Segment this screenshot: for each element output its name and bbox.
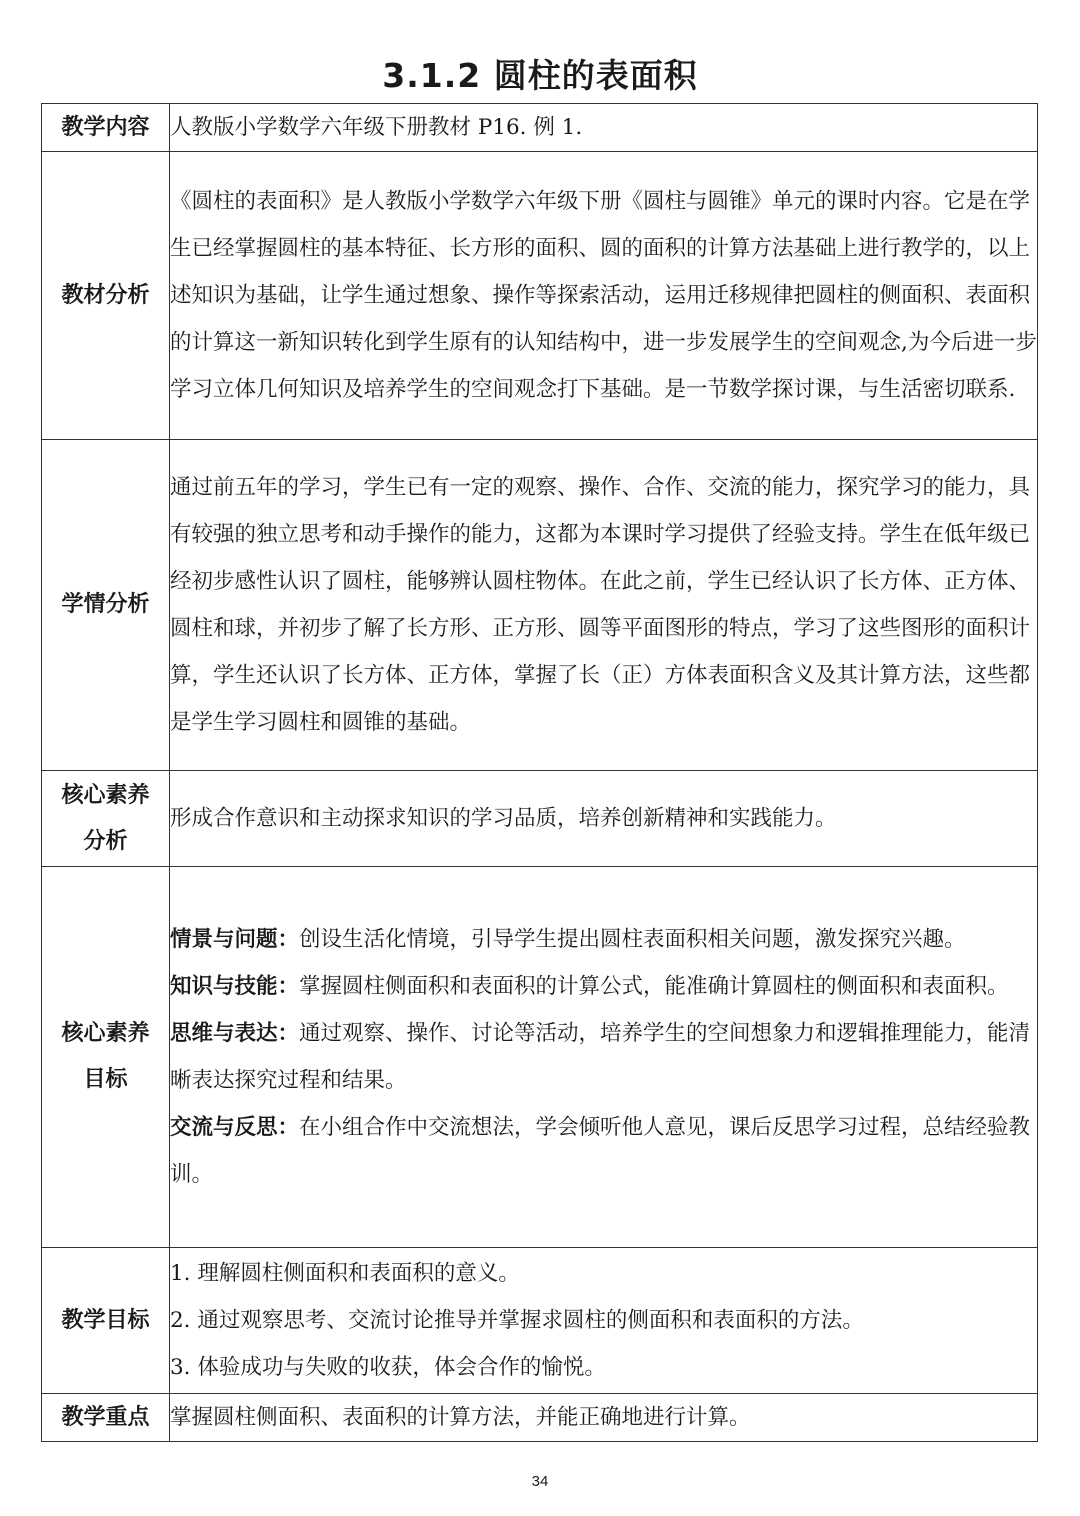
row-label-literacy-goals: 核心素养目标 (42, 867, 170, 1248)
lesson-plan-table (41, 103, 1038, 1442)
goal-text: 掌握圆柱侧面积和表面积的计算公式，能准确计算圆柱的侧面积和表面积。 (299, 974, 1009, 999)
row-literacy-goals (170, 867, 1038, 1248)
goal-item (170, 916, 1037, 963)
row-label-students: 学情分析 (42, 440, 170, 771)
row-text-key-point: 掌握圆柱侧面积、表面积的计算方法，并能正确地进行计算。 (170, 1394, 1038, 1442)
table-row (42, 152, 1038, 440)
goal-heading: 交流与反思： (170, 1115, 300, 1140)
table-row (42, 1394, 1038, 1442)
goal-text: 创设生活化情境，引导学生提出圆柱表面积相关问题，激发探究兴趣。 (299, 927, 966, 952)
row-label-literacy-analysis: 核心素养分析 (42, 771, 170, 867)
table-row (42, 771, 1038, 867)
row-text-students: 通过前五年的学习，学生已有一定的观察、操作、合作、交流的能力，探究学习的能力，具有较强的独立思考和动手操作的能力，这都为本课时学习提供了经验支持。学生在低年级已经初步感性认识了圆柱，能够辨认圆柱物体。在此之前，学生已经认识了长方体、正方体、圆柱和球，并初步了解了长方形、正方形、圆等平面图形的特点，学习了这些图形的面积计算，学生还认识了长方体、正方体，掌握了长（正）方体表面积含义及其计算方法，这些都是学生学习圆柱和圆锥的基础。 (170, 440, 1038, 771)
teaching-goal-item: 2. 通过观察思考、交流讨论推导并掌握求圆柱的侧面积和表面积的方法。 (170, 1308, 864, 1333)
table-row (42, 1248, 1038, 1394)
goal-item (170, 963, 1037, 1010)
row-label-key-point: 教学重点 (42, 1394, 170, 1442)
row-text-literacy-analysis: 形成合作意识和主动探求知识的学习品质，培养创新精神和实践能力。 (170, 771, 1038, 867)
row-label-material: 教材分析 (42, 152, 170, 440)
goal-item (170, 1010, 1037, 1104)
goal-text: 在小组合作中交流想法，学会倾听他人意见，课后反思学习过程，总结经验教训。 (170, 1115, 1031, 1187)
page-title: 3.1.2 圆柱的表面积 (382, 56, 698, 95)
goal-heading: 知识与技能： (170, 974, 300, 999)
page-number: 34 (531, 1473, 549, 1490)
row-label-content: 教学内容 (42, 104, 170, 152)
table-row (42, 104, 1038, 152)
row-label-teaching-goals: 教学目标 (42, 1248, 170, 1394)
table-row (42, 867, 1038, 1248)
row-text-material: 《圆柱的表面积》是人教版小学数学六年级下册《圆柱与圆锥》单元的课时内容。它是在学生已经掌握圆柱的基本特征、长方形的面积、圆的面积的计算方法基础上进行教学的，以上述知识为基础，让学生通过想象、操作等探索活动，运用迁移规律把圆柱的侧面积、表面积的计算这一新知识转化到学生原有的认知结构中，进一步发展学生的空间观念,为今后进一步学习立体几何知识及培养学生的空间观念打下基础。是一节数学探讨课，与生活密切联系. (170, 152, 1038, 440)
table-row (42, 440, 1038, 771)
goal-heading: 思维与表达： (170, 1021, 300, 1046)
goal-item (170, 1104, 1037, 1198)
row-teaching-goals (170, 1248, 1038, 1394)
teaching-goal-item: 1. 理解圆柱侧面积和表面积的意义。 (170, 1261, 520, 1286)
teaching-goal-item: 3. 体验成功与失败的收获，体会合作的愉悦。 (170, 1355, 606, 1380)
goal-heading: 情景与问题： (170, 927, 300, 952)
goal-text: 通过观察、操作、讨论等活动，培养学生的空间想象力和逻辑推理能力，能清晰表达探究过程和结果。 (170, 1021, 1031, 1093)
row-text-content: 人教版小学数学六年级下册教材 P16. 例 1. (170, 104, 1038, 152)
